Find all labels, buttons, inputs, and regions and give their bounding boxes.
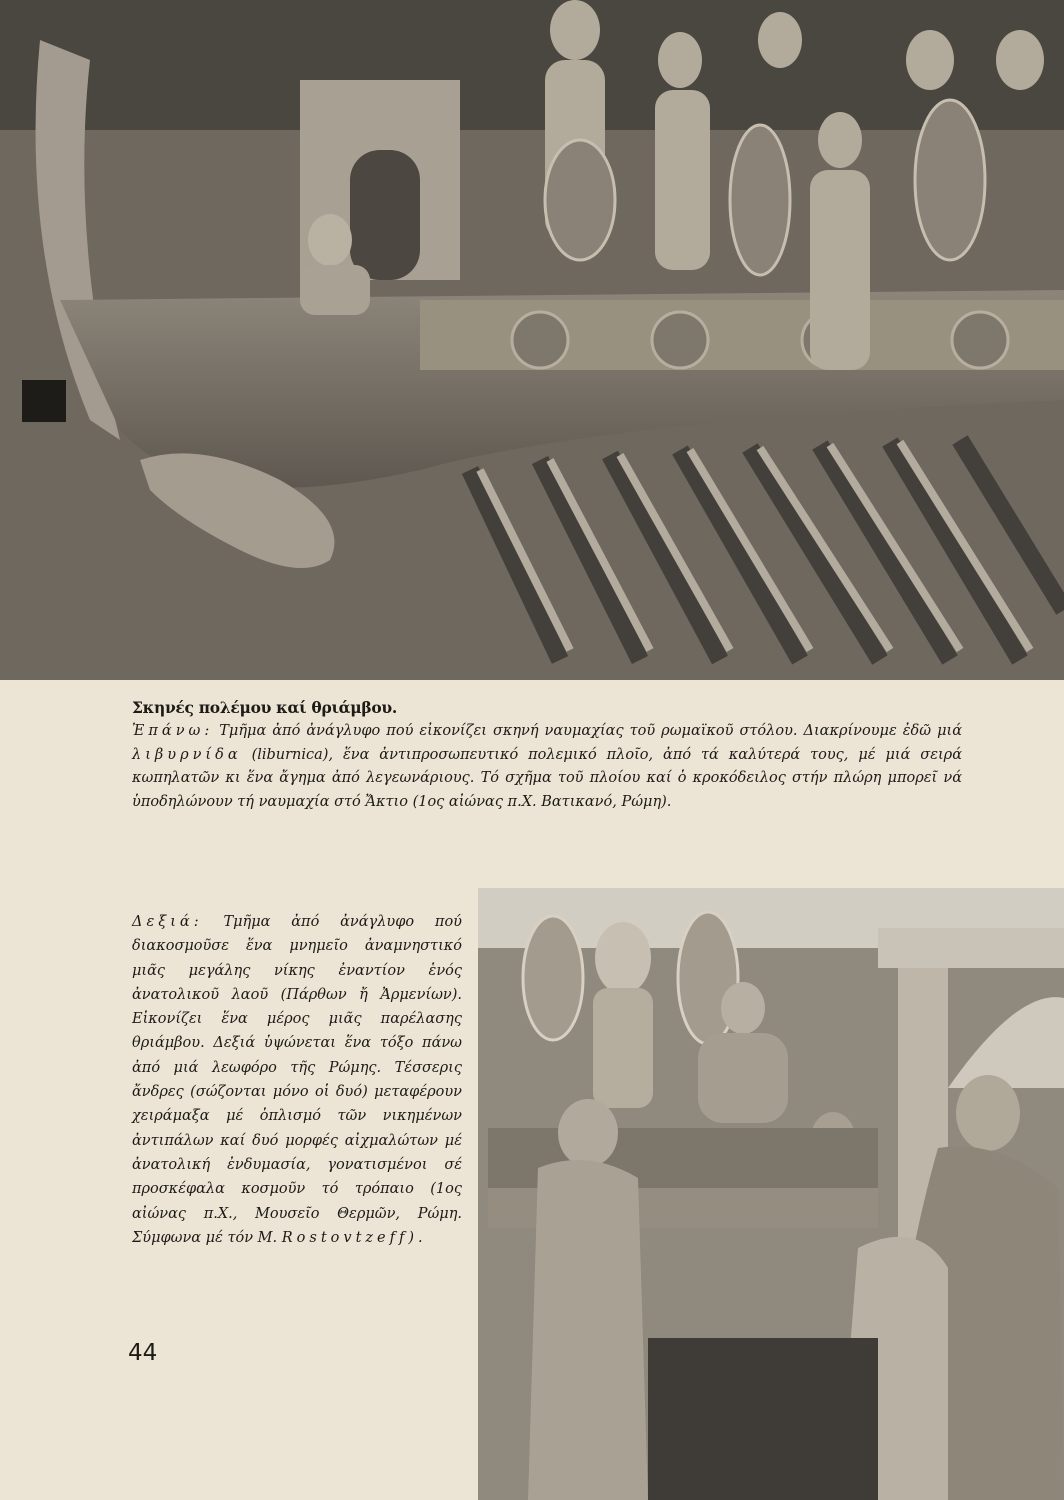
- relief-warship-photo: [0, 0, 1064, 680]
- caption-top-text-2: (liburnica), ἕνα ἀντιπροσωπευτικό πολεμικό πλοῖο, ἀπό τά καλύτερά τους, μέ μιά σειρά κωπηλατῶν κι ἕνα ἄγημα ἀπό λεγεωνάριους. Τό σχῆμα τοῦ πλοίου καί ὁ κροκόδειλος στήν πλώρη μπορεῖ νά ὑποδηλώνουν τή ναυμαχία στό Ἄκτιο (1ος αἰώνας π.Χ. Βατικανό, Ρώμη).: [132, 746, 962, 810]
- caption-right-text: Τμῆμα ἀπό ἀνάγλυφο πού διακοσμοῦσε ἕνα μνημεῖο ἀναμνηστικό μιᾶς μεγάλης νίκης ἐναντίον ἑνός ἀνατολικοῦ λαοῦ (Πάρθων ἤ Ἀρμενίων). Εἰκονίζει ἕνα μέρος μιᾶς παρέλασης θριάμβου. Δεξιά ὑψώνεται ἕνα τόξο πάνω ἀπό μιά λεωφόρο τῆς Ρώμης. Τέσσερις ἄνδρες (σώζονται μόνο οἱ δυό) μεταφέρουν χειράμαξα μέ ὁπλισμό τῶν νικημένων ἀντιπάλων καί δυό μορφές αἰχμαλώτων μέ ἀνατολική ἐνδυμασία, γονατισμένοι σέ προσκέφαλα κοσμοῦν τό τρόπαιο (1ος αἰώνας π.Χ., Μουσεῖο Θερμῶν, Ρώμη. Σύμφωνα μέ τόν Μ.: [132, 914, 462, 1246]
- caption-right-author: Rostovtzeff).: [281, 1229, 427, 1246]
- caption-right: [132, 910, 462, 1250]
- relief-triumph-photo: [478, 888, 1064, 1500]
- caption-top-text-1: Τμῆμα ἀπό ἀνάγλυφο πού εἰκονίζει σκηνή ναυμαχίας τοῦ ρωμαϊκοῦ στόλου. Διακρίνουμε ἐδῶ μιά: [219, 723, 963, 739]
- caption-right-lead: Δεξιά:: [132, 914, 203, 930]
- caption-top-lead: Ἐπάνω:: [132, 723, 214, 739]
- caption-title: Σκηνές πολέμου καί θριάμβου.: [132, 698, 397, 717]
- caption-top: [132, 720, 962, 814]
- caption-top-term: λιβυρνίδα: [132, 746, 242, 763]
- page-number: 44: [128, 1340, 158, 1366]
